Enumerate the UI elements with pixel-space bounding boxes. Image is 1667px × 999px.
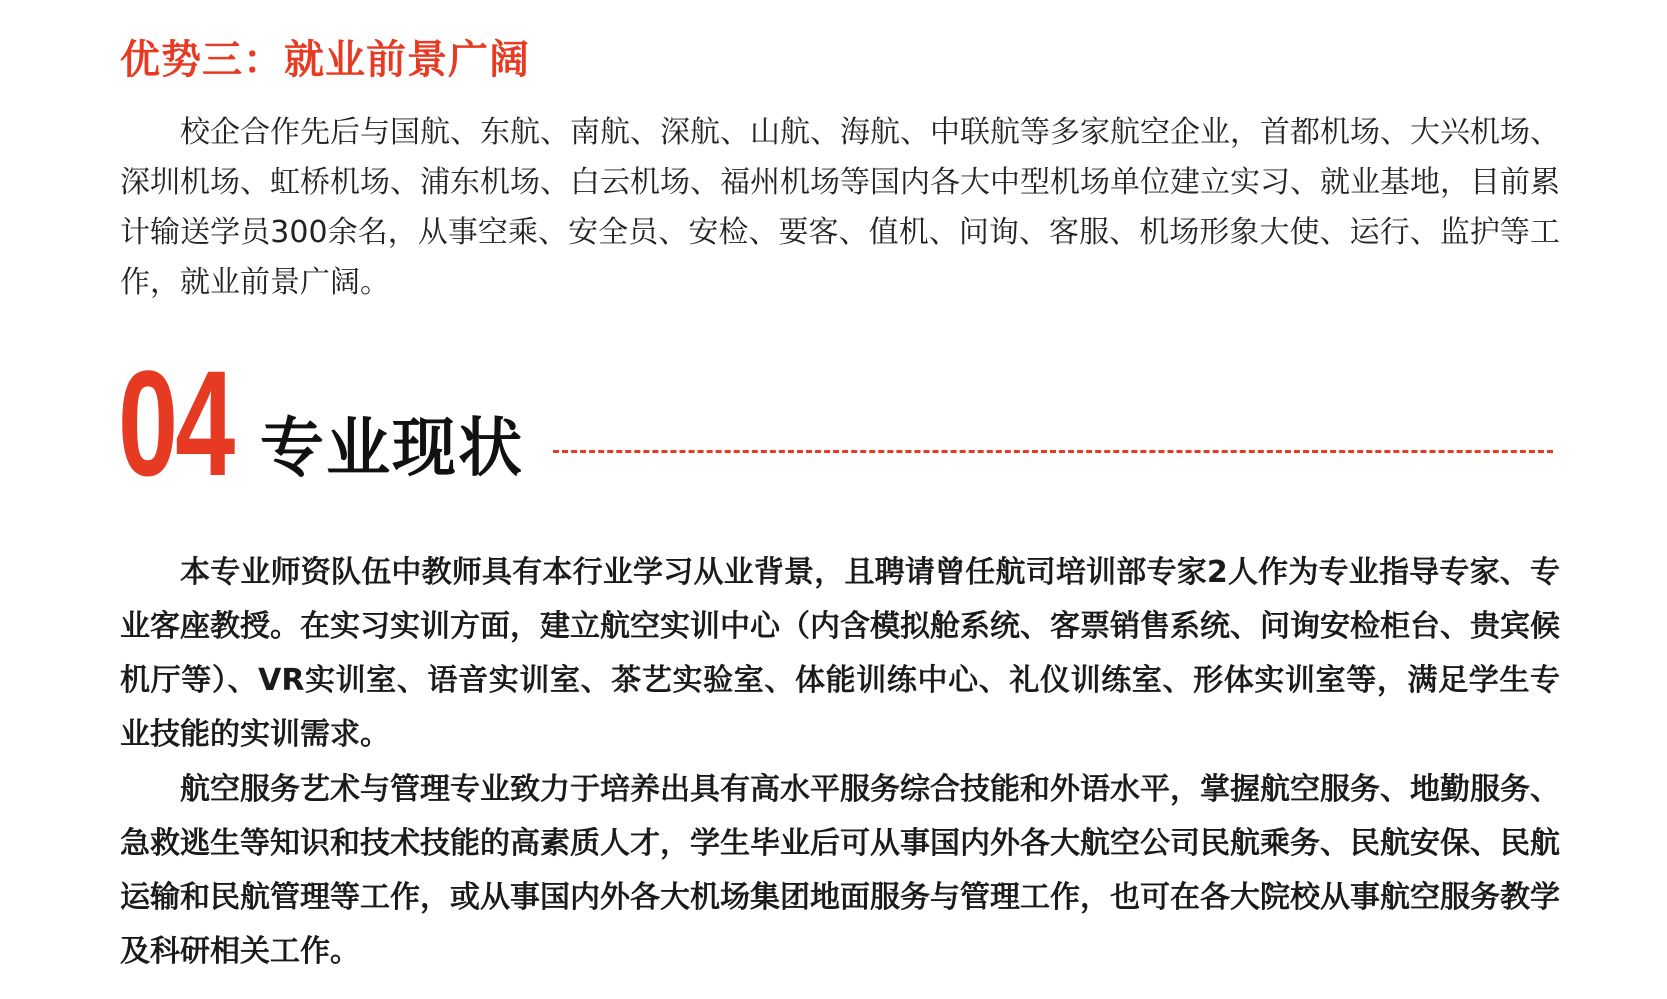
section-dashed-divider xyxy=(553,450,1553,453)
status-paragraph-faculty: 本专业师资队伍中教师具有本行业学习从业背景，且聘请曾任航司培训部专家2人作为专业指导专家、专业客座教授。在实习实训方面，建立航空实训中心（内含模拟舱系统、客票销售系统、问询安检柜台、贵宾候机厅等）、VR实训室、语音实训室、茶艺实验室、体能训练中心、礼仪训练室、形体实训室等，满足学生专业技能的实训需求。 xyxy=(120,555,1560,752)
advantage-three-paragraph: 校企合作先后与国航、东航、南航、深航、山航、海航、中联航等多家航空企业，首都机场、大兴机场、深圳机场、虹桥机场、浦东机场、白云机场、福州机场等国内各大中型机场单位建立实习、就业基地，目前累计输送学员300余名，从事空乘、安全员、安检、要客、值机、问询、客服、机场形象大使、运行、监护等工作，就业前景广阔。 xyxy=(120,115,1560,300)
section-number: 04 xyxy=(118,339,233,507)
section-04-header xyxy=(118,339,1568,507)
section-title: 专业现状 xyxy=(260,412,524,486)
advantage-three-heading: 优势三：就业前景广阔 xyxy=(120,37,530,83)
status-paragraph-training-goal: 航空服务艺术与管理专业致力于培养出具有高水平服务综合技能和外语水平，掌握航空服务、地勤服务、急救逃生等知识和技术技能的高素质人才，学生毕业后可从事国内外各大航空公司民航乘务、民航安保、民航运输和民航管理等工作，或从事国内外各大机场集团地面服务与管理工作，也可在各大院校从事航空服务教学及科研相关工作。 xyxy=(120,772,1560,969)
